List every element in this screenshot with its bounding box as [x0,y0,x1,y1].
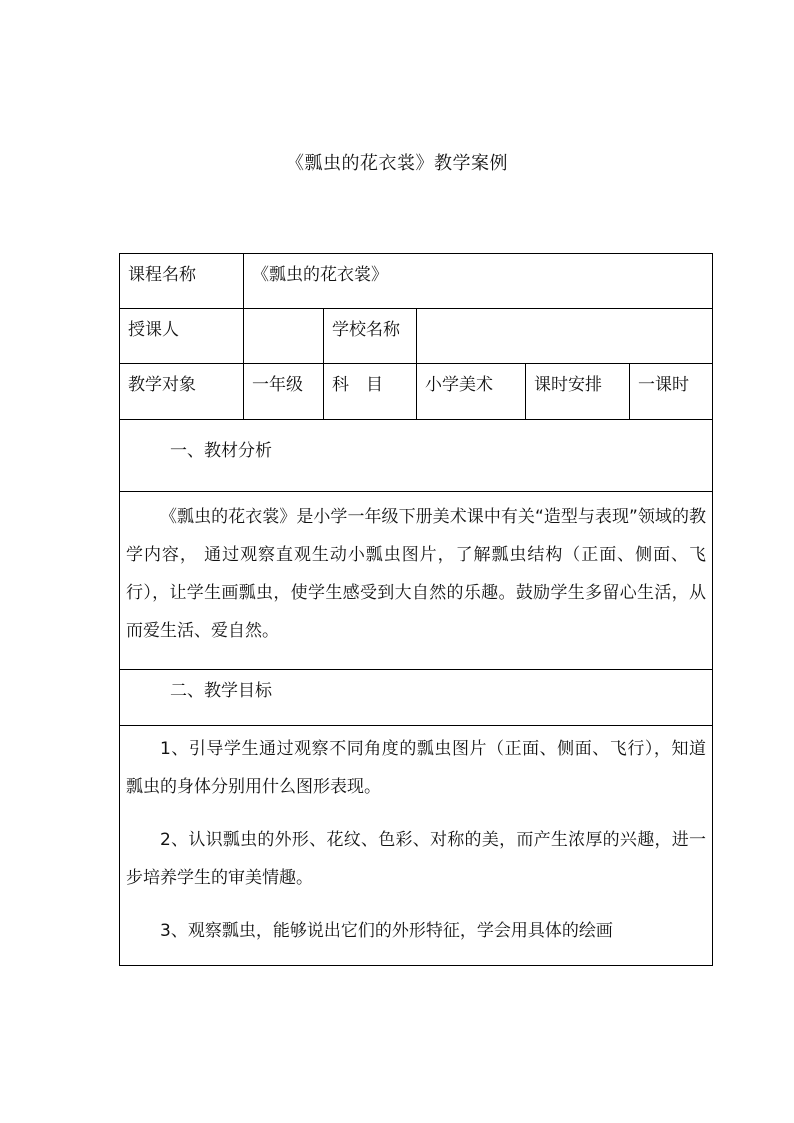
course-name-value: 《瓢虫的花衣裳》 [252,265,388,285]
audience-value-cell [244,364,324,420]
subject-label-cell [324,364,417,420]
course-name-value-cell [244,254,713,309]
document-title: 《瓢虫的花衣裳》教学案例 [286,153,508,174]
audience-value: 一年级 [252,375,303,395]
teacher-value [244,309,323,319]
subject-value-cell [417,364,526,420]
school-value-cell [417,309,713,364]
audience-row [120,364,713,420]
school-value [417,309,712,319]
schedule-label-cell [526,364,630,420]
analysis-paragraph: 《瓢虫的花衣裳》是小学一年级下册美术课中有关“造型与表现”领域的教学内容， 通过观察直观生动小瓢虫图片，了解瓢虫结构（正面、侧面、飞行），让学生画瓢虫，使学生感受到大自然的乐趣。鼓励学生多留心生活，从而爱生活、爱自然。 [126,507,706,641]
analysis-heading-row [120,420,713,492]
objectives-content-row [120,726,713,966]
course-name-row [120,254,713,309]
objectives-heading-cell [120,670,713,726]
subject-value: 小学美术 [425,375,493,395]
analysis-heading: 一、教材分析 [170,441,272,461]
schedule-value-cell [630,364,713,420]
teacher-label-cell [120,309,244,364]
audience-label-cell [120,364,244,420]
course-name-label: 课程名称 [128,265,196,285]
objective-item: 1、引导学生通过观察不同角度的瓢虫图片（正面、侧面、飞行），知道瓢虫的身体分别用什么图形表现。 [126,739,706,797]
teacher-value-cell [244,309,324,364]
school-label: 学校名称 [332,320,400,340]
analysis-content-row [120,492,713,670]
lesson-info-table [119,253,713,966]
objectives-content-cell [120,726,713,966]
objective-item: 2、认识瓢虫的外形、花纹、色彩、对称的美，而产生浓厚的兴趣，进一步培养学生的审美情趣。 [126,830,706,888]
objectives-heading: 二、教学目标 [170,681,272,701]
schedule-value: 一课时 [638,375,689,395]
course-name-label-cell [120,254,244,309]
teacher-label: 授课人 [128,320,179,340]
analysis-heading-cell [120,420,713,492]
objective-item: 3、观察瓢虫，能够说出它们的外形特征，学会用具体的绘画 [160,921,613,941]
audience-label: 教学对象 [128,375,196,395]
analysis-content-cell [120,492,713,670]
subject-label: 科 目 [332,375,383,395]
school-label-cell [324,309,417,364]
schedule-label: 课时安排 [534,375,602,395]
objectives-heading-row [120,670,713,726]
teacher-row [120,309,713,364]
